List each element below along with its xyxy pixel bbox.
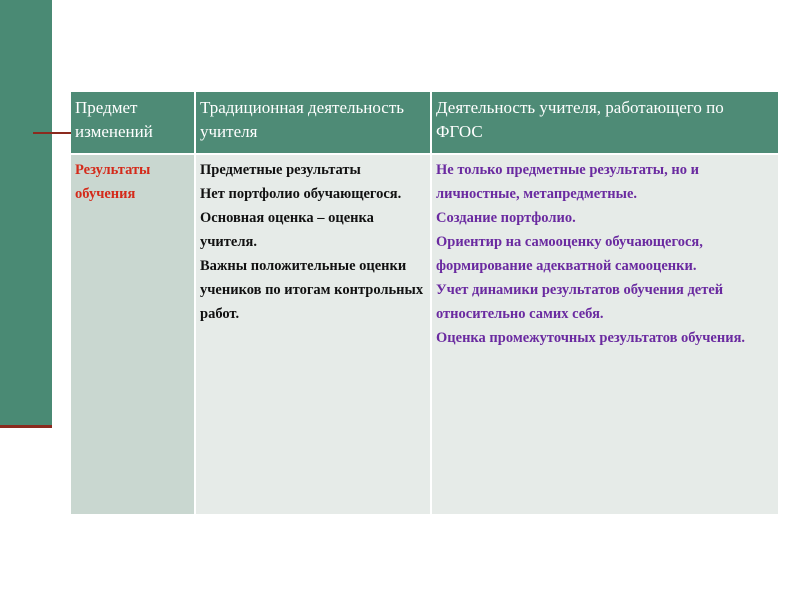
decorative-sidebar [0,0,52,428]
traditional-line: Предметные результаты [200,162,361,178]
fgos-cell [431,154,778,514]
header-subject: Предмет изменений [71,92,195,154]
traditional-cell [195,154,431,514]
fgos-line: Ориентир на самооценку обучающегося, формирование адекватной самооценки. [436,234,703,274]
traditional-line: Важны положительные оценки учеников по итогам контрольных работ. [200,258,424,322]
decorative-accent-line [33,132,73,134]
table-row [71,154,778,514]
fgos-line: Оценка промежуточных результатов обучения. [436,330,746,346]
row-topic: Результаты обучения [71,154,195,514]
fgos-line: Не только предметные результаты, но и личностные, метапредметные. [436,162,699,202]
header-traditional: Традиционная деятельность учителя [195,92,431,154]
fgos-line: Создание портфолио. [436,210,576,226]
traditional-line: Основная оценка – оценка учителя. [200,210,374,250]
comparison-table [71,92,778,514]
traditional-line: Нет портфолио обучающегося. [200,186,402,202]
fgos-line: Учет динамики результатов обучения детей относительно самих себя. [436,282,724,322]
table-header-row [71,92,778,154]
header-fgos: Деятельность учителя, работающего по ФГОС [431,92,778,154]
